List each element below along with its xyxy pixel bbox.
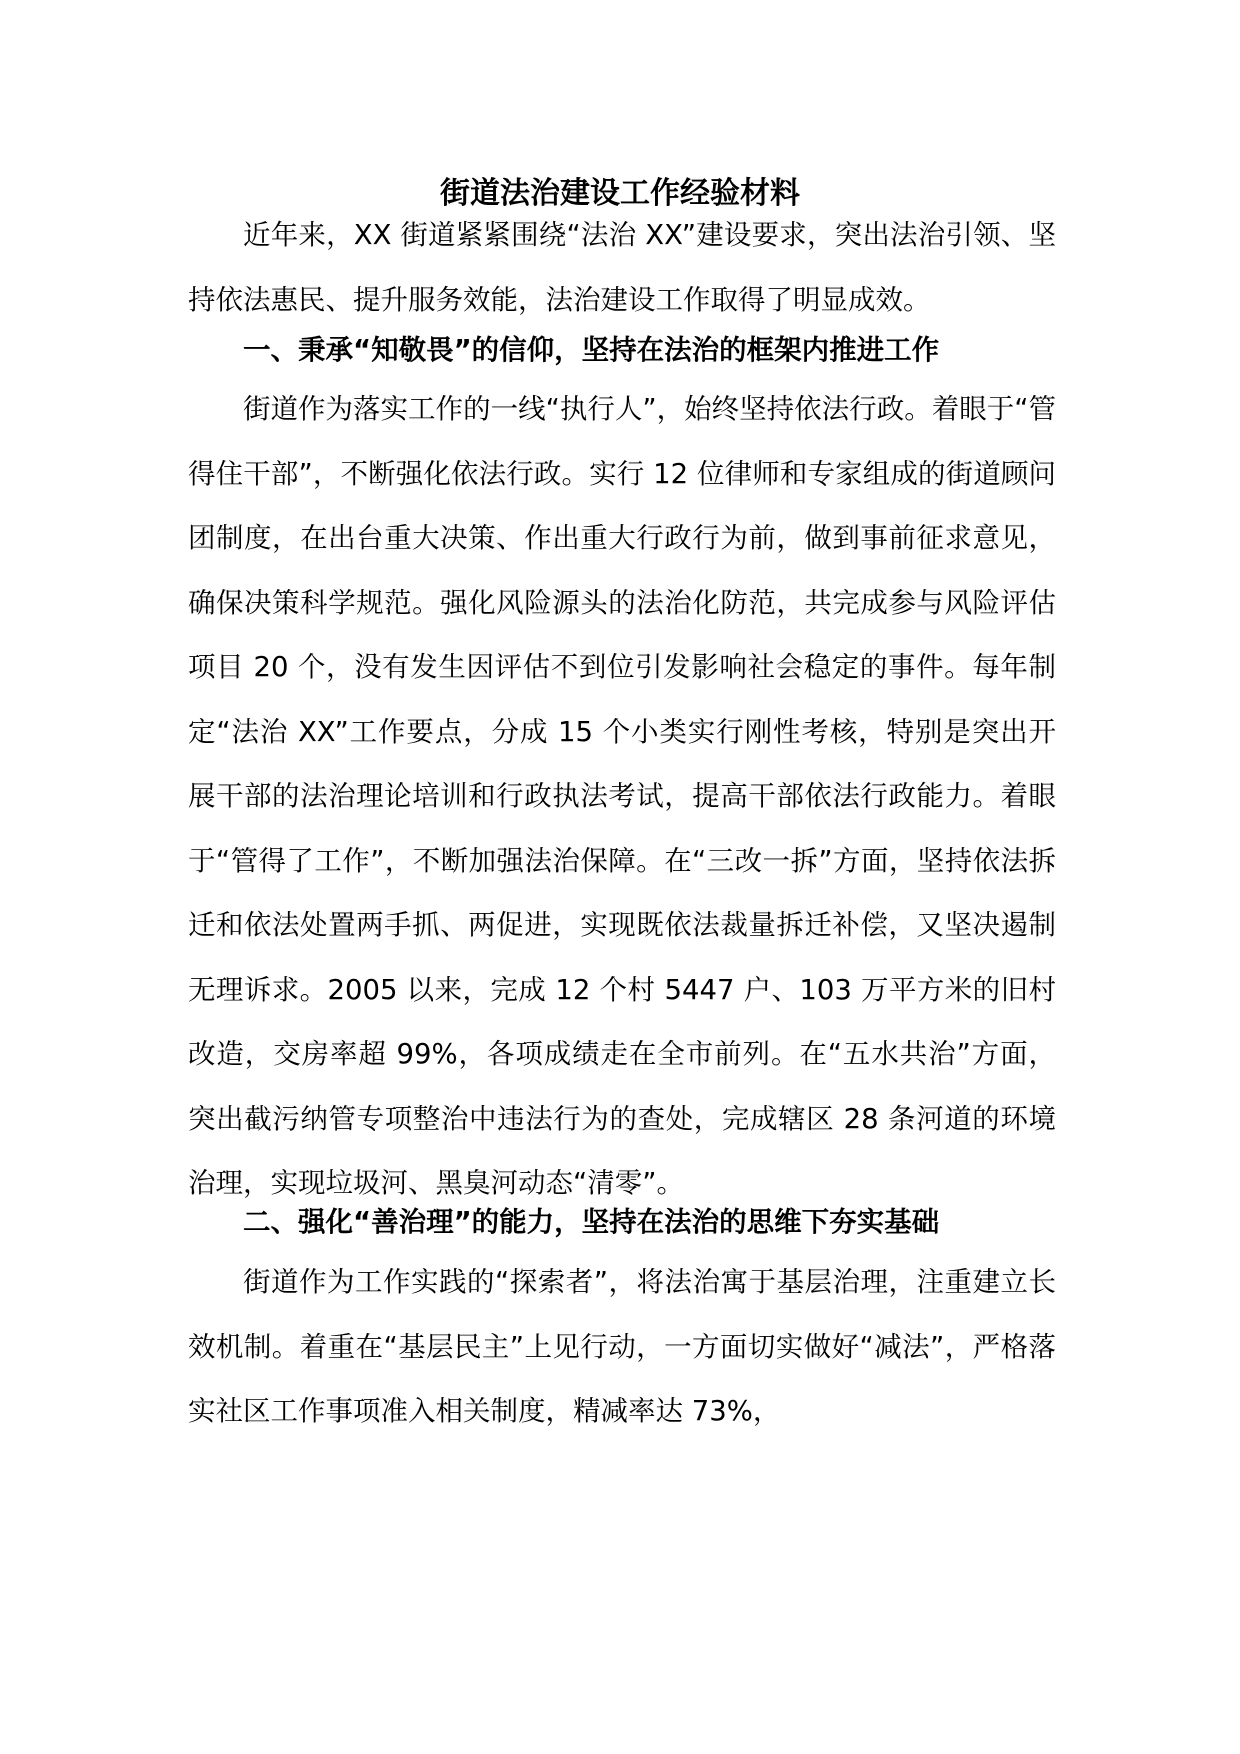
section-2-heading: 二、强化“善治理”的能力，坚持在法治的思维下夯实基础 — [243, 1206, 940, 1238]
section-1-heading: 一、秉承“知敬畏”的信仰，坚持在法治的框架内推进工作 — [243, 334, 940, 366]
section-2-paragraph: 街道作为工作实践的“探索者”，将法治寓于基层治理，注重建立长效机制。着重在“基层民主”上见行动，一方面切实做好“减法”，严格落实社区工作事项准入相关制度，精减率达 73%， — [188, 1266, 1056, 1427]
intro-paragraph: 近年来，XX 街道紧紧围绕“法治 XX”建设要求，突出法治引领、坚持依法惠民、提升服务效能，法治建设工作取得了明显成效。 — [188, 219, 1056, 316]
section-1-paragraph: 街道作为落实工作的一线“执行人”，始终坚持依法行政。着眼于“管得住干部”，不断强化依法行政。实行 12 位律师和专家组成的街道顾问团制度，在出台重大决策、作出重大行政行为前，做到事前征求意见，确保决策科学规范。强化风险源头的法治化防范，共完成参与风险评估项目 20 个，没有发生因评估不到位引发影响社会稳定的事件。每年制定“法治 XX”工作要点，分成 15 个小类实行刚性考核，特别是突出开展干部的法治理论培训和行政执法考试，提高干部依法行政能力。着眼于“管得了工作”，不断加强法治保障。在“三改一拆”方面，坚持依法拆迁和依法处置两手抓、两促进，实现既依法裁量拆迁补偿，又坚决遏制无理诉求。2005 以来，完成 12 个村 5447 户、103 万平方米的旧村改造，交房率超 99%，各项成绩走在全市前列。在“五水共治”方面，突出截污纳管专项整治中违法行为的查处，完成辖区 28 条河道的环境治理，实现垃圾河、黑臭河动态“清零”。 — [188, 393, 1056, 1199]
document-title: 街道法治建设工作经验材料 — [440, 176, 800, 211]
